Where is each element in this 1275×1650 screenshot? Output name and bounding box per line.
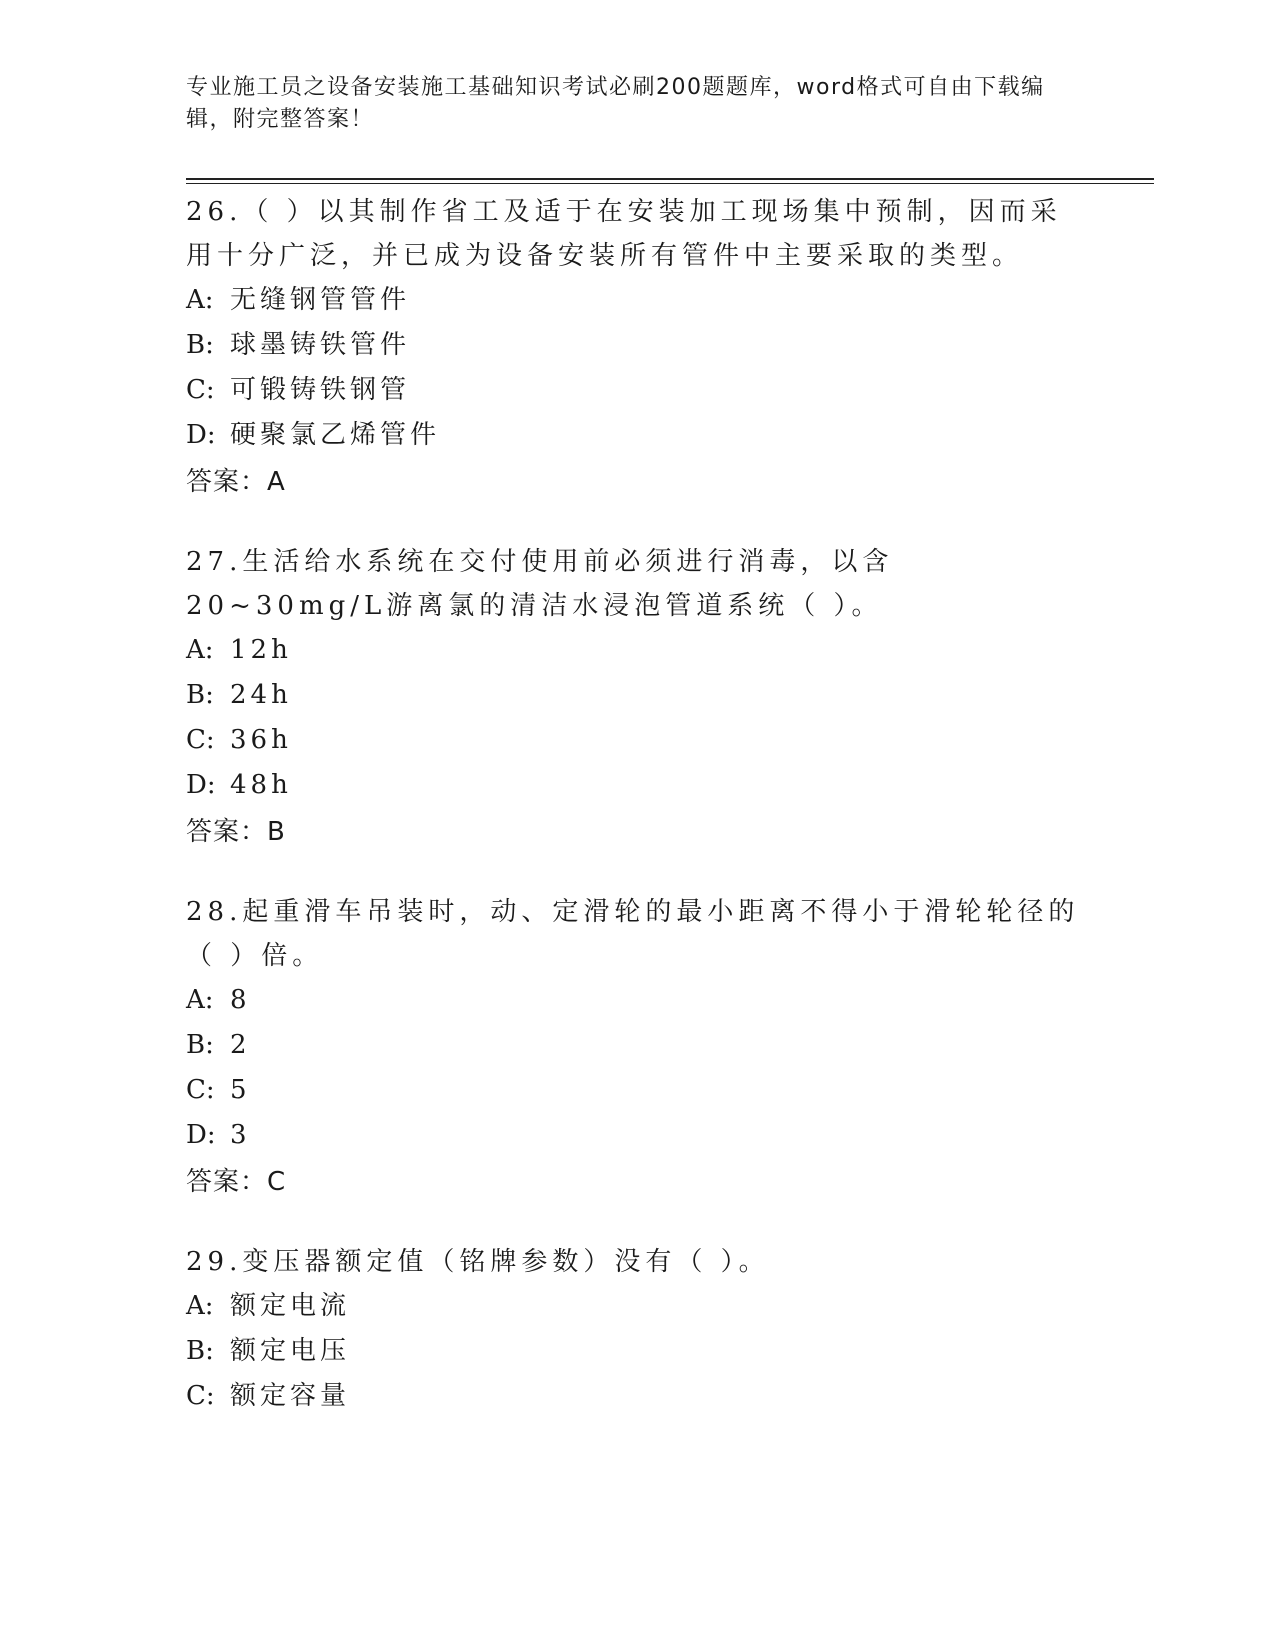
option-text: 额定电压 bbox=[230, 1336, 351, 1366]
question-list bbox=[186, 190, 1086, 1453]
option-row bbox=[186, 628, 1086, 673]
option-row bbox=[186, 718, 1086, 763]
option-text: 8 bbox=[230, 985, 251, 1015]
option-label: C: bbox=[186, 1381, 215, 1411]
option-label: B: bbox=[186, 1336, 214, 1366]
option-label: C: bbox=[186, 1075, 215, 1105]
question-text: 28.起重滑车吊装时，动、定滑轮的最小距离不得小于滑轮轮径的（ ）倍。 bbox=[186, 897, 1080, 971]
option-text: 硬聚氯乙烯管件 bbox=[230, 420, 441, 450]
question-text: 26.（ ）以其制作省工及适于在安装加工现场集中预制，因而采用十分广泛，并已成为设备安装所有管件中主要采取的类型。 bbox=[186, 197, 1062, 271]
option-row bbox=[186, 978, 1086, 1023]
option-row bbox=[186, 413, 1086, 458]
option-row bbox=[186, 1113, 1086, 1158]
option-text: 48h bbox=[230, 770, 292, 800]
option-text: 无缝钢管管件 bbox=[230, 285, 411, 315]
header-divider-thick bbox=[186, 178, 1154, 180]
question-block bbox=[186, 540, 1086, 856]
answer-text: 答案：A bbox=[186, 467, 286, 497]
option-label: D: bbox=[186, 1120, 216, 1150]
header-divider-thin bbox=[186, 183, 1154, 184]
option-label: A: bbox=[186, 635, 214, 665]
option-label: B: bbox=[186, 1030, 214, 1060]
question-text: 29.变压器额定值（铭牌参数）没有（ ）。 bbox=[186, 1247, 770, 1277]
option-label: B: bbox=[186, 330, 214, 360]
option-text: 24h bbox=[230, 680, 292, 710]
option-text: 额定电流 bbox=[230, 1291, 351, 1321]
option-text: 12h bbox=[230, 635, 292, 665]
option-label: A: bbox=[186, 1291, 214, 1321]
option-row bbox=[186, 323, 1086, 368]
question-text: 27.生活给水系统在交付使用前必须进行消毒，以含20~30mg/L游离氯的清洁水浸泡管道系统（ ）。 bbox=[186, 547, 894, 621]
option-row bbox=[186, 278, 1086, 323]
document-header: 专业施工员之设备安装施工基础知识考试必刷200题题库，word格式可自由下载编辑，附完整答案！ bbox=[186, 75, 1045, 132]
answer-text: 答案：B bbox=[186, 817, 286, 847]
option-row bbox=[186, 763, 1086, 808]
option-text: 3 bbox=[230, 1120, 251, 1150]
answer-text: 答案：C bbox=[186, 1167, 287, 1197]
option-text: 可锻铸铁钢管 bbox=[230, 375, 411, 405]
option-text: 球墨铸铁管件 bbox=[230, 330, 411, 360]
option-label: D: bbox=[186, 770, 216, 800]
option-row bbox=[186, 368, 1086, 413]
option-text: 2 bbox=[230, 1030, 251, 1060]
question-block bbox=[186, 1240, 1086, 1419]
option-text: 额定容量 bbox=[230, 1381, 351, 1411]
option-row bbox=[186, 1023, 1086, 1068]
option-label: C: bbox=[186, 375, 215, 405]
option-row bbox=[186, 1329, 1086, 1374]
question-block bbox=[186, 190, 1086, 506]
option-label: D: bbox=[186, 420, 216, 450]
option-label: C: bbox=[186, 725, 215, 755]
option-label: A: bbox=[186, 285, 214, 315]
option-row bbox=[186, 1284, 1086, 1329]
option-text: 5 bbox=[230, 1075, 251, 1105]
option-label: A: bbox=[186, 985, 214, 1015]
option-row bbox=[186, 1068, 1086, 1113]
option-row bbox=[186, 1374, 1086, 1419]
option-text: 36h bbox=[230, 725, 292, 755]
question-block bbox=[186, 890, 1086, 1206]
option-row bbox=[186, 673, 1086, 718]
option-label: B: bbox=[186, 680, 214, 710]
